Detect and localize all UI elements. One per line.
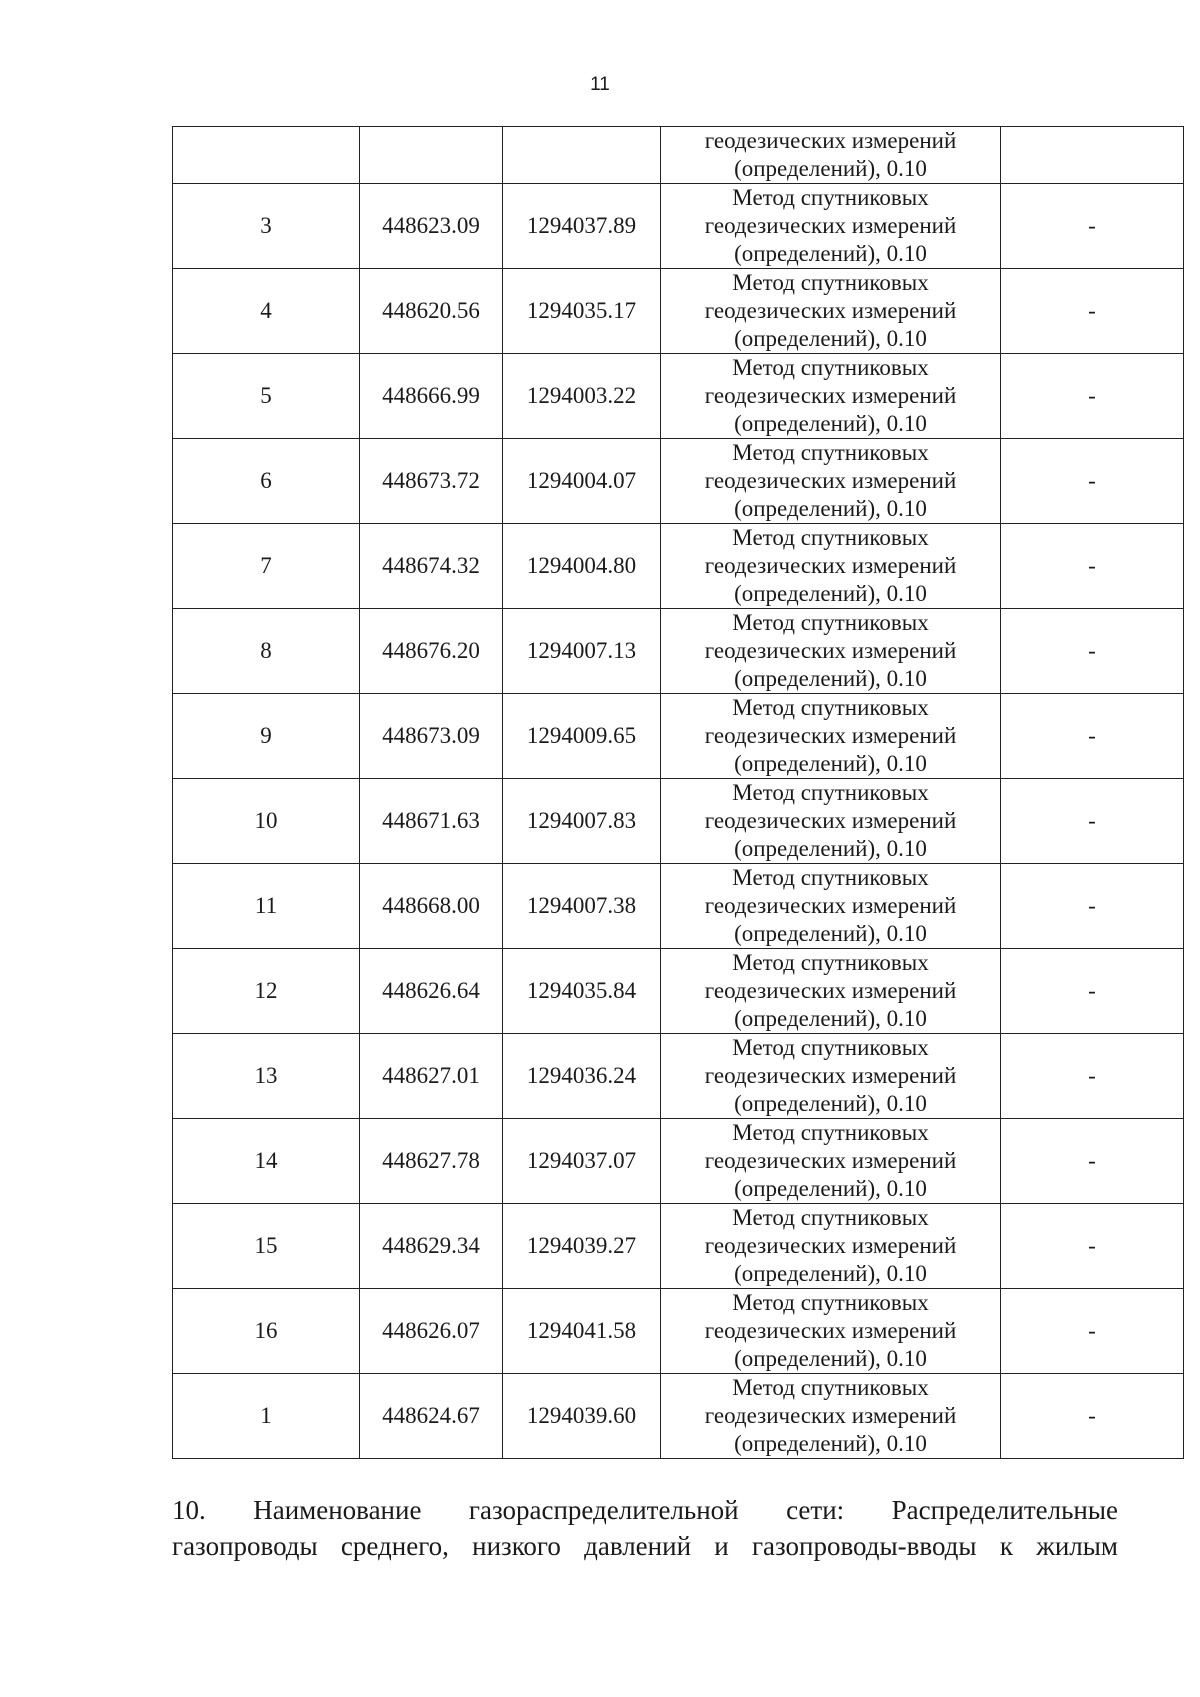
cell-y: 1294009.65: [503, 694, 661, 779]
method-line-2: геодезических измерений: [704, 808, 957, 833]
cell-description: -: [1001, 949, 1184, 1034]
method-line-3: (определений), 0.10: [734, 581, 927, 606]
cell-x: 448673.72: [360, 439, 503, 524]
method-line-3: (определений), 0.10: [734, 1346, 927, 1371]
cell-method: [661, 1204, 1001, 1289]
cell-method: [661, 1119, 1001, 1204]
method-line-3: (определений), 0.10: [734, 496, 927, 521]
table-continuation-row: [173, 127, 1184, 184]
cell-x: 448624.67: [360, 1374, 503, 1459]
cell-description: -: [1001, 1119, 1184, 1204]
method-line-3: (определений), 0.10: [734, 411, 927, 436]
cell-point: 10: [173, 779, 360, 864]
cell-method: [661, 694, 1001, 779]
cell-point: 1: [173, 1374, 360, 1459]
table-row: [173, 694, 1184, 779]
cell-point: 14: [173, 1119, 360, 1204]
method-line-1: Метод спутниковых: [732, 1290, 929, 1315]
cell-description: -: [1001, 1374, 1184, 1459]
cell-method: [661, 1289, 1001, 1374]
cell-point: 8: [173, 609, 360, 694]
cell-point: 16: [173, 1289, 360, 1374]
cell-description: -: [1001, 1204, 1184, 1289]
cell-method: [661, 524, 1001, 609]
cell-x: 448627.01: [360, 1034, 503, 1119]
method-line-1: Метод спутниковых: [732, 1120, 929, 1145]
cell-y: 1294007.13: [503, 609, 661, 694]
cell-x: 448673.09: [360, 694, 503, 779]
cell-y: 1294036.24: [503, 1034, 661, 1119]
method-line-2: геодезических измерений: [704, 1063, 957, 1088]
table-row: [173, 779, 1184, 864]
method-line-3: (определений), 0.10: [734, 1176, 927, 1201]
page-number: 11: [590, 74, 610, 95]
table-row: [173, 439, 1184, 524]
cell-point: 12: [173, 949, 360, 1034]
cell-x: 448620.56: [360, 269, 503, 354]
cell-point: 7: [173, 524, 360, 609]
cell-method: [661, 1374, 1001, 1459]
method-line-1: Метод спутниковых: [732, 185, 929, 210]
method-line-1: Метод спутниковых: [732, 525, 929, 550]
paragraph-line-2: газопроводы среднего, низкого давлений и газопроводы-вводы к жилым: [172, 1531, 1118, 1561]
cell-method: [661, 609, 1001, 694]
cell-description: -: [1001, 184, 1184, 269]
method-line-3: (определений), 0.10: [734, 326, 927, 351]
table-row: [173, 269, 1184, 354]
method-line-1: Метод спутниковых: [732, 695, 929, 720]
paragraph-line-1: 10. Наименование газораспределительной сети: Распределительные: [172, 1495, 1118, 1525]
cell-y: 1294037.89: [503, 184, 661, 269]
method-line-2: геодезических измерений: [704, 468, 957, 493]
cell-point: 6: [173, 439, 360, 524]
method-line-3: (определений), 0.10: [734, 666, 927, 691]
cell-x: [360, 127, 503, 184]
cell-y: 1294035.17: [503, 269, 661, 354]
method-line-3: (определений), 0.10: [734, 156, 927, 181]
table-row: [173, 1119, 1184, 1204]
cell-y: 1294041.58: [503, 1289, 661, 1374]
cell-method: [661, 779, 1001, 864]
method-line-2: геодезических измерений: [704, 978, 957, 1003]
table-row: [173, 609, 1184, 694]
cell-point: 15: [173, 1204, 360, 1289]
table-row: [173, 1204, 1184, 1289]
cell-method: [661, 439, 1001, 524]
cell-x: 448627.78: [360, 1119, 503, 1204]
cell-y: 1294007.83: [503, 779, 661, 864]
method-line-3: (определений), 0.10: [734, 1091, 927, 1116]
cell-x: 448623.09: [360, 184, 503, 269]
cell-x: 448626.64: [360, 949, 503, 1034]
method-line-2: геодезических измерений: [704, 553, 957, 578]
cell-point: 11: [173, 864, 360, 949]
method-line-1: Метод спутниковых: [732, 780, 929, 805]
cell-method: [661, 864, 1001, 949]
cell-method: [661, 127, 1001, 184]
cell-description: -: [1001, 779, 1184, 864]
cell-y: 1294039.27: [503, 1204, 661, 1289]
method-line-3: (определений), 0.10: [734, 1261, 927, 1286]
method-line-1: Метод спутниковых: [732, 270, 929, 295]
cell-y: 1294004.80: [503, 524, 661, 609]
method-line-1: Метод спутниковых: [732, 355, 929, 380]
method-line-3: (определений), 0.10: [734, 751, 927, 776]
cell-point: 4: [173, 269, 360, 354]
cell-description: -: [1001, 354, 1184, 439]
method-line-2: геодезических измерений: [704, 128, 957, 153]
method-line-2: геодезических измерений: [704, 1148, 957, 1173]
cell-point: 3: [173, 184, 360, 269]
cell-description: -: [1001, 269, 1184, 354]
method-line-1: Метод спутниковых: [732, 1035, 929, 1060]
method-line-3: (определений), 0.10: [734, 1431, 927, 1456]
cell-description: [1001, 127, 1184, 184]
table-row: [173, 1034, 1184, 1119]
method-line-1: Метод спутниковых: [732, 950, 929, 975]
cell-method: [661, 949, 1001, 1034]
table-row: [173, 184, 1184, 269]
cell-description: -: [1001, 1034, 1184, 1119]
cell-description: -: [1001, 864, 1184, 949]
method-line-3: (определений), 0.10: [734, 921, 927, 946]
section-paragraph: [172, 1492, 1118, 1564]
cell-description: -: [1001, 694, 1184, 779]
cell-method: [661, 354, 1001, 439]
table-row: [173, 864, 1184, 949]
cell-description: -: [1001, 439, 1184, 524]
cell-x: 448671.63: [360, 779, 503, 864]
table-row: [173, 1289, 1184, 1374]
method-line-1: Метод спутниковых: [732, 610, 929, 635]
method-line-2: геодезических измерений: [704, 213, 957, 238]
cell-y: 1294035.84: [503, 949, 661, 1034]
method-line-1: Метод спутниковых: [732, 1205, 929, 1230]
method-line-1: Метод спутниковых: [732, 440, 929, 465]
coordinates-table: [172, 126, 1184, 1459]
cell-description: -: [1001, 1289, 1184, 1374]
cell-x: 448674.32: [360, 524, 503, 609]
method-line-2: геодезических измерений: [704, 1318, 957, 1343]
cell-description: -: [1001, 524, 1184, 609]
cell-x: 448629.34: [360, 1204, 503, 1289]
method-line-2: геодезических измерений: [704, 1233, 957, 1258]
cell-point: 9: [173, 694, 360, 779]
table-row: [173, 1374, 1184, 1459]
cell-y: 1294007.38: [503, 864, 661, 949]
method-line-3: (определений), 0.10: [734, 836, 927, 861]
cell-point: 13: [173, 1034, 360, 1119]
method-line-2: геодезических измерений: [704, 723, 957, 748]
cell-x: 448676.20: [360, 609, 503, 694]
cell-description: -: [1001, 609, 1184, 694]
method-line-2: геодезических измерений: [704, 893, 957, 918]
cell-point: 5: [173, 354, 360, 439]
method-line-2: геодезических измерений: [704, 383, 957, 408]
cell-y: 1294039.60: [503, 1374, 661, 1459]
coordinates-table-body: [173, 127, 1184, 1459]
method-line-2: геодезических измерений: [704, 638, 957, 663]
table-row: [173, 354, 1184, 439]
cell-method: [661, 184, 1001, 269]
method-line-3: (определений), 0.10: [734, 1006, 927, 1031]
method-line-3: (определений), 0.10: [734, 241, 927, 266]
method-line-2: геодезических измерений: [704, 298, 957, 323]
cell-y: 1294003.22: [503, 354, 661, 439]
table-row: [173, 949, 1184, 1034]
cell-method: [661, 269, 1001, 354]
method-line-1: Метод спутниковых: [732, 865, 929, 890]
cell-y: 1294004.07: [503, 439, 661, 524]
cell-y: [503, 127, 661, 184]
cell-x: 448666.99: [360, 354, 503, 439]
cell-method: [661, 1034, 1001, 1119]
cell-x: 448668.00: [360, 864, 503, 949]
cell-point: [173, 127, 360, 184]
table-row: [173, 524, 1184, 609]
method-line-2: геодезических измерений: [704, 1403, 957, 1428]
cell-y: 1294037.07: [503, 1119, 661, 1204]
method-line-1: Метод спутниковых: [732, 1375, 929, 1400]
cell-x: 448626.07: [360, 1289, 503, 1374]
